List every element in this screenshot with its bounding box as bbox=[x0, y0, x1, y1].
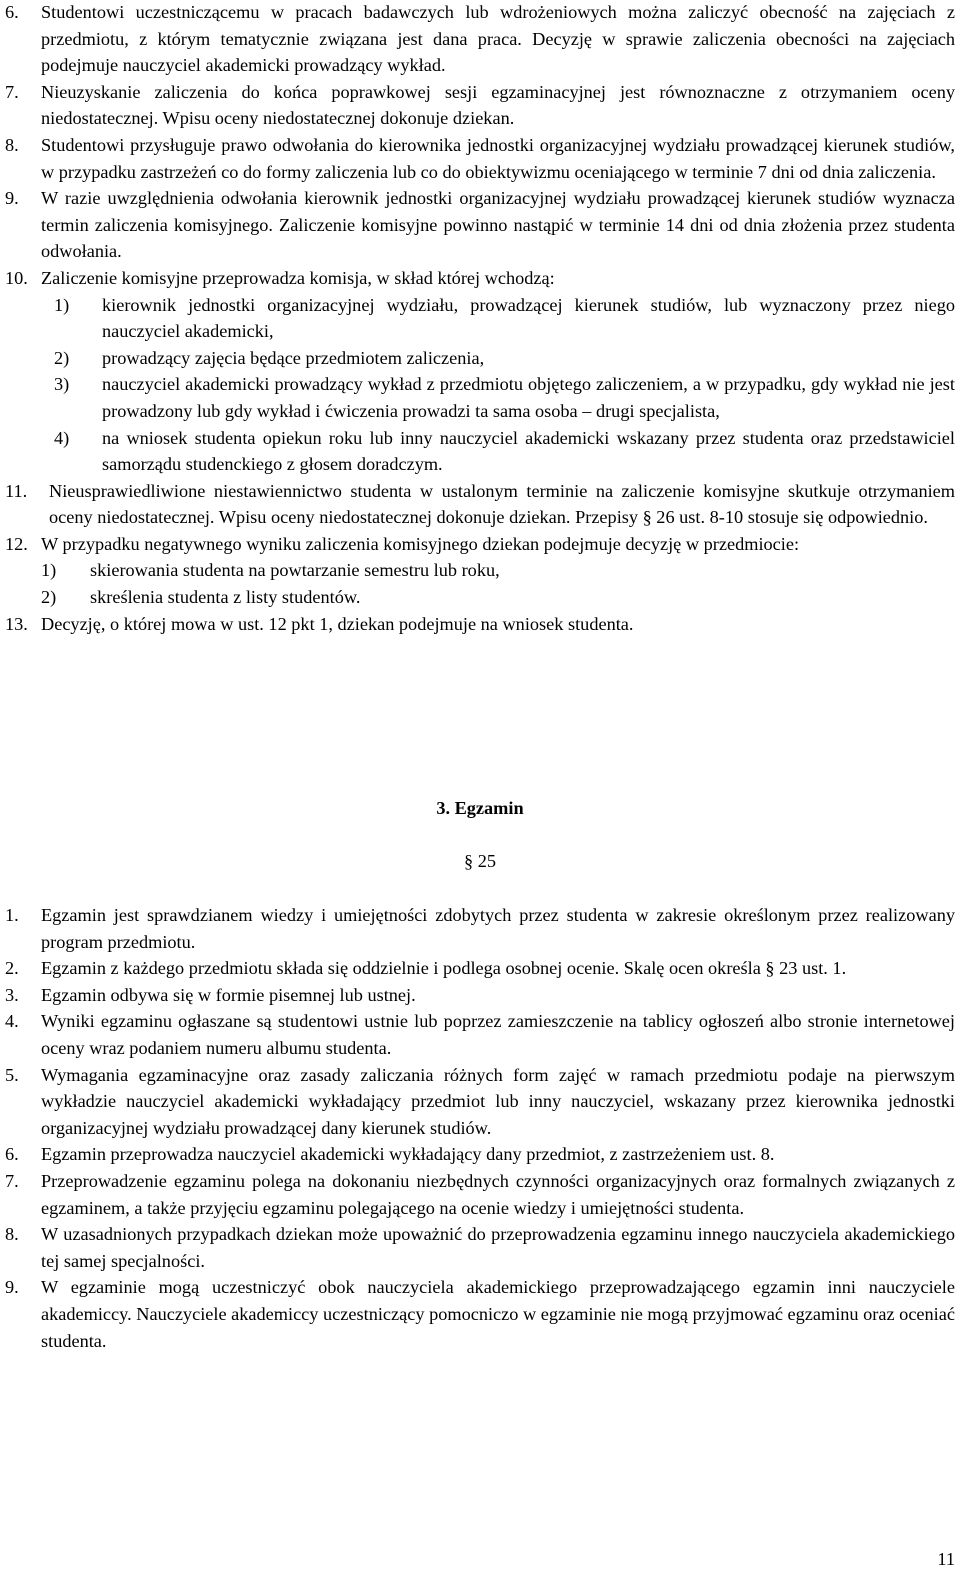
sub-list-item bbox=[54, 425, 955, 478]
list-item bbox=[5, 1008, 955, 1061]
sub-item-number: 2) bbox=[54, 347, 70, 368]
item-text: Studentowi przysługuje prawo odwołania do kierownika jednostki organizacyjnej wydziału prowadzącej kierunek studiów, w przypadku zastrzeżeń co do formy zaliczenia lub co do obiektywizmu oceniającego w terminie 7 dni od dnia zaliczenia. bbox=[41, 134, 955, 182]
list-item bbox=[5, 955, 955, 982]
item-number: 11. bbox=[5, 480, 28, 501]
item-number: 6. bbox=[5, 1144, 19, 1165]
item-number: 6. bbox=[5, 2, 19, 22]
list-item bbox=[5, 982, 955, 1009]
list-item bbox=[5, 1168, 955, 1221]
item-number: 2. bbox=[5, 958, 19, 979]
sub-item-number: 4) bbox=[54, 427, 70, 448]
sub-item-text: kierownik jednostki organizacyjnej wydziału, prowadzącej kierunek studiów, lub wyznaczony przez niego nauczyciel akademicki, bbox=[102, 294, 955, 342]
item-text: Wymagania egzaminacyjne oraz zasady zaliczania różnych form zajęć w ramach przedmiotu podaje na pierwszym wykładzie nauczyciel akademicki wykładający przedmiot lub inny nauczyciel, wskazany przez kierownika jednostki organizacyjnej wydziału prowadzącej dany kierunek studiów. bbox=[41, 1064, 955, 1138]
sub-list-item bbox=[54, 371, 955, 424]
sub-list-item bbox=[54, 292, 955, 345]
paragraph-number: § 25 bbox=[464, 851, 496, 871]
sub-list-item bbox=[41, 557, 955, 584]
item-number: 8. bbox=[5, 134, 19, 155]
list-item bbox=[5, 265, 955, 292]
item-text: Przeprowadzenie egzaminu polega na dokonaniu niezbędnych czynności organizacyjnych oraz formalnych związanych z egzaminem, a także przyjęciu egzaminu polegającego na ocenie wiedzy i umiejętności studenta. bbox=[41, 1170, 955, 1218]
list-item bbox=[5, 1221, 955, 1274]
sub-item-number: 1) bbox=[41, 560, 57, 581]
item-text: Wyniki egzaminu ogłaszane są studentowi ustnie lub poprzez zamieszczenie na tablicy ogłoszeń albo stronie internetowej oceny wraz podaniem numeru albumu studenta. bbox=[41, 1011, 955, 1058]
item-text: Zaliczenie komisyjne przeprowadza komisja, w skład której wchodzą: bbox=[41, 267, 555, 288]
item-number: 8. bbox=[5, 1224, 19, 1245]
sub-item-text: prowadzący zajęcia będące przedmiotem zaliczenia, bbox=[102, 347, 485, 368]
item-text: Decyzję, o której mowa w ust. 12 pkt 1, dziekan podejmuje na wniosek studenta. bbox=[41, 613, 634, 634]
item-number: 1. bbox=[5, 905, 19, 925]
item-number: 13. bbox=[5, 613, 28, 634]
item-text: W przypadku negatywnego wyniku zaliczenia komisyjnego dziekan podejmuje decyzję w przedmiocie: bbox=[41, 533, 800, 554]
section-2-list bbox=[5, 0, 955, 637]
item-number: 9. bbox=[5, 188, 19, 209]
sub-item-number: 1) bbox=[54, 294, 70, 315]
item-number: 9. bbox=[5, 1277, 19, 1298]
page-number: 11 bbox=[937, 1549, 955, 1569]
list-item bbox=[5, 611, 955, 638]
sub-list-item bbox=[41, 584, 955, 611]
item-text: Egzamin przeprowadza nauczyciel akademicki wykładający dany przedmiot, z zastrzeżeniem ust. 8. bbox=[41, 1144, 775, 1165]
list-item bbox=[5, 79, 955, 132]
list-item bbox=[5, 1141, 955, 1168]
sub-item-number: 2) bbox=[41, 587, 57, 608]
list-item bbox=[5, 185, 955, 265]
list-item bbox=[5, 531, 955, 558]
list-item bbox=[5, 902, 955, 955]
item-text: Nieuzyskanie zaliczenia do końca poprawkowej sesji egzaminacyjnej jest równoznaczne z otrzymaniem oceny niedostatecznej. Wpisu oceny niedostatecznej dokonuje dziekan. bbox=[41, 81, 955, 129]
item-text: Egzamin z każdego przedmiotu składa się oddzielnie i podlega osobnej ocenie. Skalę ocen określa § 23 ust. 1. bbox=[41, 958, 847, 979]
item-number: 12. bbox=[5, 533, 28, 554]
item-number: 7. bbox=[5, 1170, 19, 1191]
section-3-list bbox=[5, 902, 955, 1354]
item-text: W egzaminie mogą uczestniczyć obok nauczyciela akademickiego przeprowadzającego egzamin inni nauczyciele akademiccy. Nauczyciele akademiccy uczestniczący pomocniczo w egzaminie nie mogą przyjmować egzaminu oraz oceniać studenta. bbox=[41, 1277, 955, 1351]
item-number: 7. bbox=[5, 81, 19, 102]
sub-item-number: 3) bbox=[54, 374, 70, 395]
sub-item-text: nauczyciel akademicki prowadzący wykład z przedmiotu objętego zaliczeniem, a w przypadku, gdy wykład nie jest prowadzony lub gdy wykład i ćwiczenia prowadzi ta sama osoba – drugi specjalista, bbox=[102, 374, 955, 421]
sub-item-text: skreślenia studenta z listy studentów. bbox=[90, 587, 361, 608]
sub-item-text: skierowania studenta na powtarzanie semestru lub roku, bbox=[90, 560, 500, 581]
list-item bbox=[5, 1062, 955, 1142]
sub-list-item bbox=[54, 345, 955, 372]
item-text: Egzamin jest sprawdzianem wiedzy i umiejętności zdobytych przez studenta w zakresie określonym przez realizowany program przedmiotu. bbox=[41, 905, 955, 952]
section-heading: 3. Egzamin bbox=[436, 798, 524, 818]
item-number: 10. bbox=[5, 267, 28, 288]
item-number: 5. bbox=[5, 1064, 19, 1085]
item-number: 4. bbox=[5, 1011, 19, 1032]
sub-item-text: na wniosek studenta opiekun roku lub inny nauczyciel akademicki wskazany przez studenta oraz przedstawiciel samorządu studenckiego z głosem doradczym. bbox=[102, 427, 955, 475]
list-item bbox=[5, 478, 955, 531]
list-item bbox=[5, 0, 955, 79]
item-number: 3. bbox=[5, 984, 19, 1005]
item-text: Nieusprawiedliwione niestawiennictwo studenta w ustalonym terminie na zaliczenie komisyjne skutkuje otrzymaniem oceny niedostatecznej. Wpisu oceny niedostatecznej dokonuje dziekan. Przepisy § 26 ust. 8-10 stosuje się odpowiednio. bbox=[49, 480, 955, 528]
item-text: Egzamin odbywa się w formie pisemnej lub ustnej. bbox=[41, 984, 416, 1005]
item-text: W uzasadnionych przypadkach dziekan może upoważnić do przeprowadzenia egzaminu innego nauczyciela akademickiego tej samej specjalności. bbox=[41, 1224, 955, 1271]
item-text: W razie uwzględnienia odwołania kierownik jednostki organizacyjnej wydziału prowadzącej kierunek studiów wyznacza termin zaliczenia komisyjnego. Zaliczenie komisyjne powinno nastąpić w terminie 14 dni od dnia złożenia przez studenta odwołania. bbox=[41, 188, 955, 262]
item-text: Studentowi uczestniczącemu w pracach badawczych lub wdrożeniowych można zaliczyć obecność na zajęciach z przedmiotu, z którym tematycznie związana jest dana praca. Decyzję w sprawie zaliczenia obecności na zajęciach podejmuje nauczyciel akademicki prowadzący wykład. bbox=[41, 2, 955, 76]
list-item bbox=[5, 1274, 955, 1354]
list-item bbox=[5, 132, 955, 185]
